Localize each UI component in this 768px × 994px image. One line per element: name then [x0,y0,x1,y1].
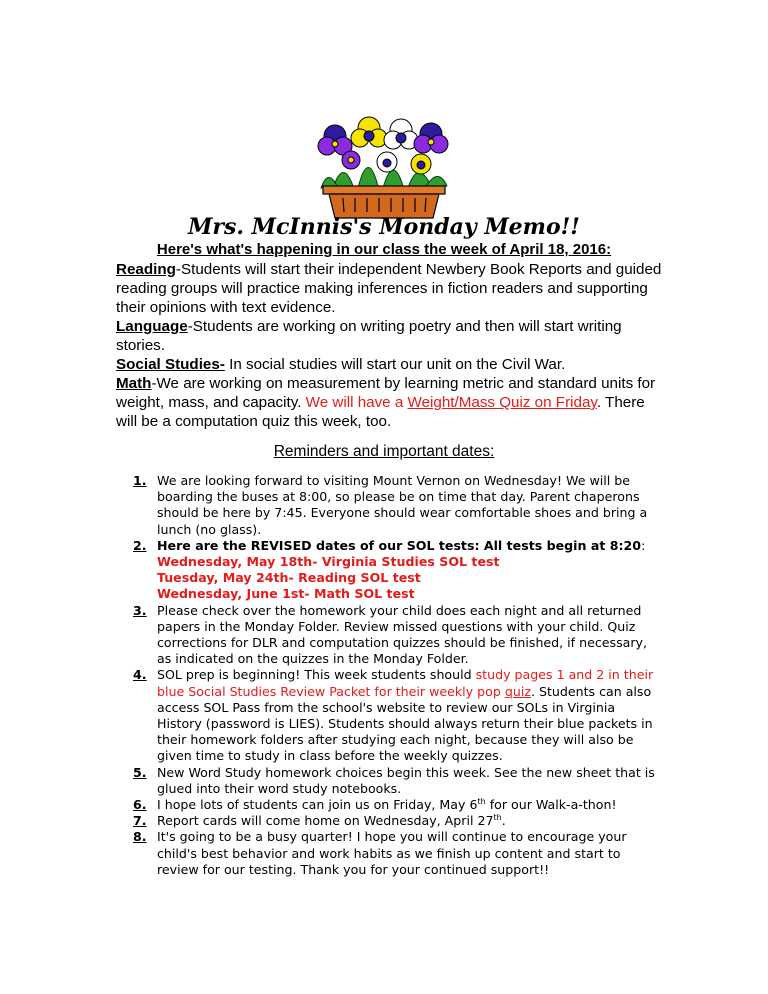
item-text: New Word Study homework choices begin this week. See the new sheet that is glued into their word study notebooks. [157,764,655,796]
item-number: 2. [133,537,147,553]
reminders-list [133,473,661,878]
list-item [133,473,661,538]
math-red-text: We will have a [305,394,408,411]
item-sup: th [477,796,486,806]
reminders-heading: Reminders and important dates: [273,443,495,460]
item-number: 8. [133,829,147,845]
math-paragraph [116,374,664,431]
item-sup: th [493,813,502,823]
reading-label: Reading [116,261,176,278]
item-number: 6. [133,797,147,813]
item-post-text: for our Walk-a-thon! [485,797,617,813]
list-item [133,667,661,764]
list-item [133,797,661,813]
item-number: 1. [133,473,147,488]
list-item [133,603,661,668]
item-text: It's going to be a busy quarter! I hope you will continue to encourage your child's best behavior and work habits as we finish up content and start to review for our testing. Thank you for your continued support!! [157,829,627,877]
memo-title: Mrs. McInnis's Monday Memo!! [188,214,580,240]
item-red-quiz: quiz [504,683,531,699]
social-studies-paragraph [116,355,664,374]
flower-white-2 [377,152,397,172]
item-number: 4. [133,667,147,683]
sol-date-virginia: Wednesday, May 18th- Virginia Studies SOL test [157,554,500,570]
item-post-text: . Students can also access SOL Pass from the school's website to review our SOLs in Virginia History (password is LIES). Students should always return their blue packets in their homework folders after studying each night, because they will also be given time to study in class before the weekly quizzes. [157,683,653,764]
item-red-text: study pages 1 and 2 in their blue Social Studies Review Packet for their weekly pop [157,667,654,699]
math-tail: . There will be a computation quiz this week, too. [116,394,645,430]
reading-text: -Students will start their independent Newbery Book Reports and guided reading groups will practice making inferences in fiction readers and supporting their opinions with text evidence. [116,261,662,316]
item-text: Here are the REVISED dates of our SOL tests [157,537,475,553]
flower-purple-2 [414,123,448,153]
list-item [133,538,661,603]
subjects-section [116,260,664,431]
flower-white-1 [384,119,418,149]
item-text: Please check over the homework your child does each night and all returned papers in the Monday Folder. Review missed questions with your child. Quiz corrections for DLR and computation quizzes should be finished, if necessary, as indicated on the quizzes in the Monday Folder. [157,602,647,667]
math-text: -We are working on measurement by learning metric and standard units for weight, mass, and capacity. [116,375,656,411]
item-number: 7. [133,813,147,829]
list-item [133,765,661,797]
item-number: 5. [133,764,147,780]
list-item [133,813,661,829]
item-text: Report cards will come home on Wednesday, April 27 [157,813,494,829]
sol-date-reading: Tuesday, May 24th- Reading SOL test [157,570,421,586]
item-post-text: . [501,813,506,829]
social-studies-label: Social Studies- [116,356,225,373]
social-studies-text: In social studies will start our unit on the Civil War. [224,356,566,373]
flower-purple-3 [342,151,360,169]
sol-date-math: Wednesday, June 1st- Math SOL test [157,586,415,602]
item-text: We are looking forward to visiting Mount Vernon on Wednesday! We will be boarding the buses at 8:00, so please be on time that day. Parent chaperons should be here by 7:45. Everyone should wear comfortable shoes and bring a lunch (no glass). [157,473,648,537]
item-text-2: : All tests begin at 8:20 [474,537,642,553]
flower-yellow-1 [351,117,387,147]
language-paragraph [116,317,664,355]
memo-subtitle: Here's what's happening in our class the week of April 18, 2016: [156,241,612,258]
flower-yellow-2 [411,154,431,174]
list-item [133,829,661,878]
item-text-3: : [641,537,646,553]
math-label: Math [116,375,152,392]
flower-purple-1 [318,125,352,155]
reading-paragraph [116,260,664,317]
item-number: 3. [133,602,147,618]
flower-box-clipart [313,108,455,220]
language-label: Language [116,318,188,335]
math-quiz-note: Weight/Mass Quiz on Friday [407,394,597,411]
item-text: SOL prep is beginning! This week students should [157,667,476,683]
language-text: -Students are working on writing poetry and then will start writing stories. [116,318,622,354]
item-text: I hope lots of students can join us on Friday, May 6 [157,797,478,813]
